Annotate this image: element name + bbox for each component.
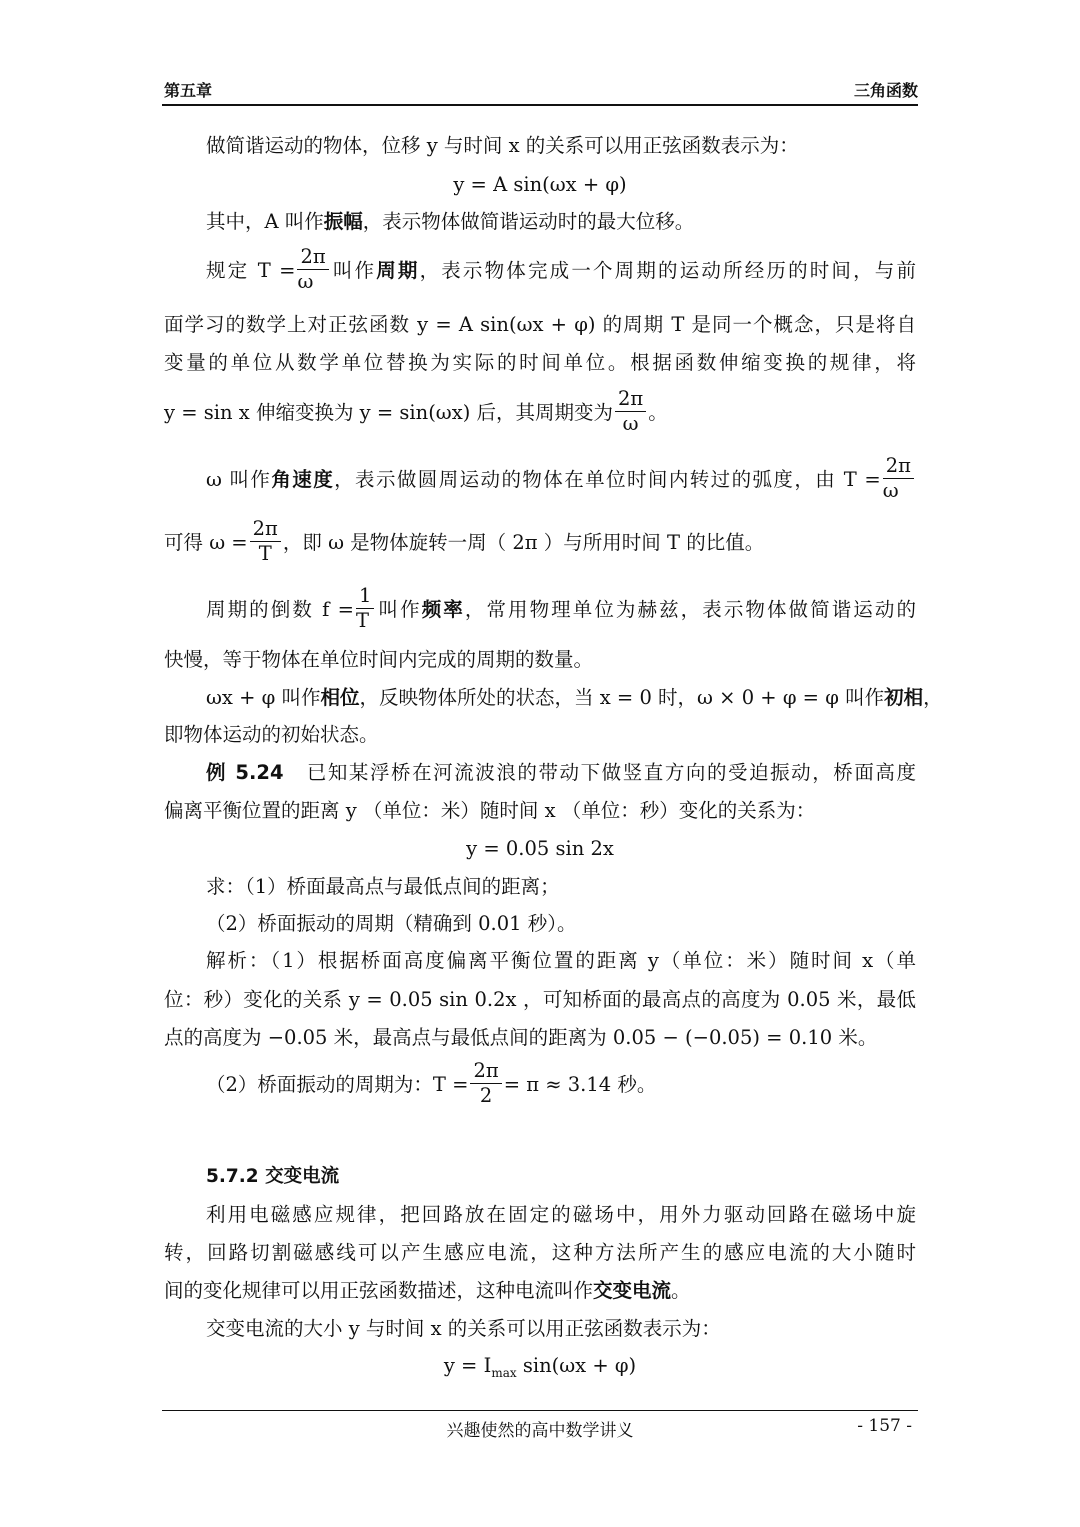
question-2: （2）桥面振动的周期（精确到 0.01 秒）。 [206,912,577,935]
book-title: 兴趣使然的高中数学讲义 [446,1421,634,1441]
equation-3: $y = I_{max}$ sin(ωx + φ) [443,1354,637,1380]
paragraph-9: 周期的倒数 f = $\frac{1}{T}$ 叫作频率，常用物理单位为赫兹，表示物体做简谐运动的 [206,584,916,632]
fraction-2pi-T: $\frac{2\pi}{T}$ [250,517,281,566]
solution-line-1: 解析：（1）根据桥面高度偏离平衡位置的距离 y（单位：米）随时间 x（单 [206,949,916,972]
fraction-2pi-omega-3: $\frac{2\pi}{\omega}$ [883,454,914,503]
page-number: - 157 - [857,1416,912,1436]
ac-paragraph-2: 转，回路切割磁感线可以产生感应电流，这种方法所产生的感应电流的大小随时 [164,1241,916,1264]
question-1: 求：（1）桥面最高点与最低点间的距离； [206,875,560,898]
paragraph-5: 变量的单位从数学单位替换为实际的时间单位。根据函数伸缩变换的规律，将 [164,351,916,374]
paragraph-12: 即物体运动的初始状态。 [164,723,379,746]
ac-paragraph-4: 交变电流的大小 y 与时间 x 的关系可以用正弦函数表示为： [206,1317,721,1340]
paragraph-1: 做简谐运动的物体，位移 y 与时间 x 的关系可以用正弦函数表示为： [206,134,799,157]
term-amplitude: 振幅 [323,210,363,233]
term-frequency: 频率 [421,598,465,621]
page-header [162,78,918,104]
fraction-2pi-omega: $\frac{2\pi}{\omega}$ [297,245,328,294]
paragraph-6: y = sin x 伸缩变换为 y = sin(ωx) 后，其周期变为 $\frac{2\pi}{\omega}$ 。 [164,387,668,435]
term-initial-phase: 初相 [884,686,924,709]
paragraph-2: 其中，A 叫作振幅，表示物体做简谐运动时的最大位移。 [206,210,695,233]
paragraph-11: ωx + φ 叫作相位，反映物体所处的状态，当 x = 0 时，ω × 0 + φ = φ 叫作初相， [206,686,943,709]
fraction-2pi-2: $\frac{2\pi}{2}$ [470,1059,501,1108]
paragraph-4: 面学习的数学上对正弦函数 y = A sin(ωx + φ) 的周期 T 是同一个概念，只是将自 [164,313,916,336]
paragraph-10: 快慢，等于物体在单位时间内完成的周期的数量。 [164,648,594,671]
equation-1: y = A sin(ωx + φ) [453,173,627,196]
fraction-2pi-omega-2: $\frac{2\pi}{\omega}$ [615,387,646,436]
ac-paragraph-1: 利用电磁感应规律，把回路放在固定的磁场中，用外力驱动回路在磁场中旋 [206,1203,916,1226]
chapter-title: 三角函数 [853,81,918,100]
example-line-1: 例 5.24 已知某浮桥在河流波浪的带动下做竖直方向的受迫振动，桥面高度 [206,761,916,784]
chapter-label: 第五章 [164,81,213,100]
example-line-2: 偏离平衡位置的距离 y （单位：米）随时间 x （单位：秒）变化的关系为： [164,799,816,822]
paragraph-8: 可得 ω = $\frac{2\pi}{T}$ ，即 ω 是物体旋转一周（ 2π ）与所用时间 T 的比值。 [164,517,765,565]
solution-line-3: 点的高度为 −0.05 米，最高点与最低点间的距离为 0.05 − (−0.05) = 0.10 米。 [164,1026,878,1049]
solution-line-4: （2）桥面振动的周期为：T = $\frac{2\pi}{2}$ = π ≈ 3.14 秒。 [206,1059,657,1107]
term-phase: 相位 [320,686,360,709]
fraction-1-T: $\frac{1}{T}$ [356,584,374,633]
term-angular-velocity: 角速度 [271,468,335,491]
ac-paragraph-3: 间的变化规律可以用正弦函数描述，这种电流叫作交变电流。 [164,1279,691,1302]
paragraph-3: 规定 T = $\frac{2\pi}{\omega}$ 叫作周期，表示物体完成一个周期的运动所经历的时间，与前 [206,245,916,293]
section-heading: 5.7.2 交变电流 [206,1166,340,1187]
example-label: 例 5.24 [206,761,284,784]
equation-2: y = 0.05 sin 2x [466,837,614,860]
solution-line-2: 位：秒）变化的关系 y = 0.05 sin 0.2x ，可知桥面的最高点的高度为 0.05 米，最低 [164,988,916,1011]
term-period: 周期 [376,259,420,282]
paragraph-7: ω 叫作角速度，表示做圆周运动的物体在单位时间内转过的弧度，由 T = $\frac{2\pi}{\omega}$ [206,456,916,505]
term-alternating-current: 交变电流 [593,1279,672,1302]
footer-rule [162,1410,918,1411]
header-rule [162,104,918,106]
